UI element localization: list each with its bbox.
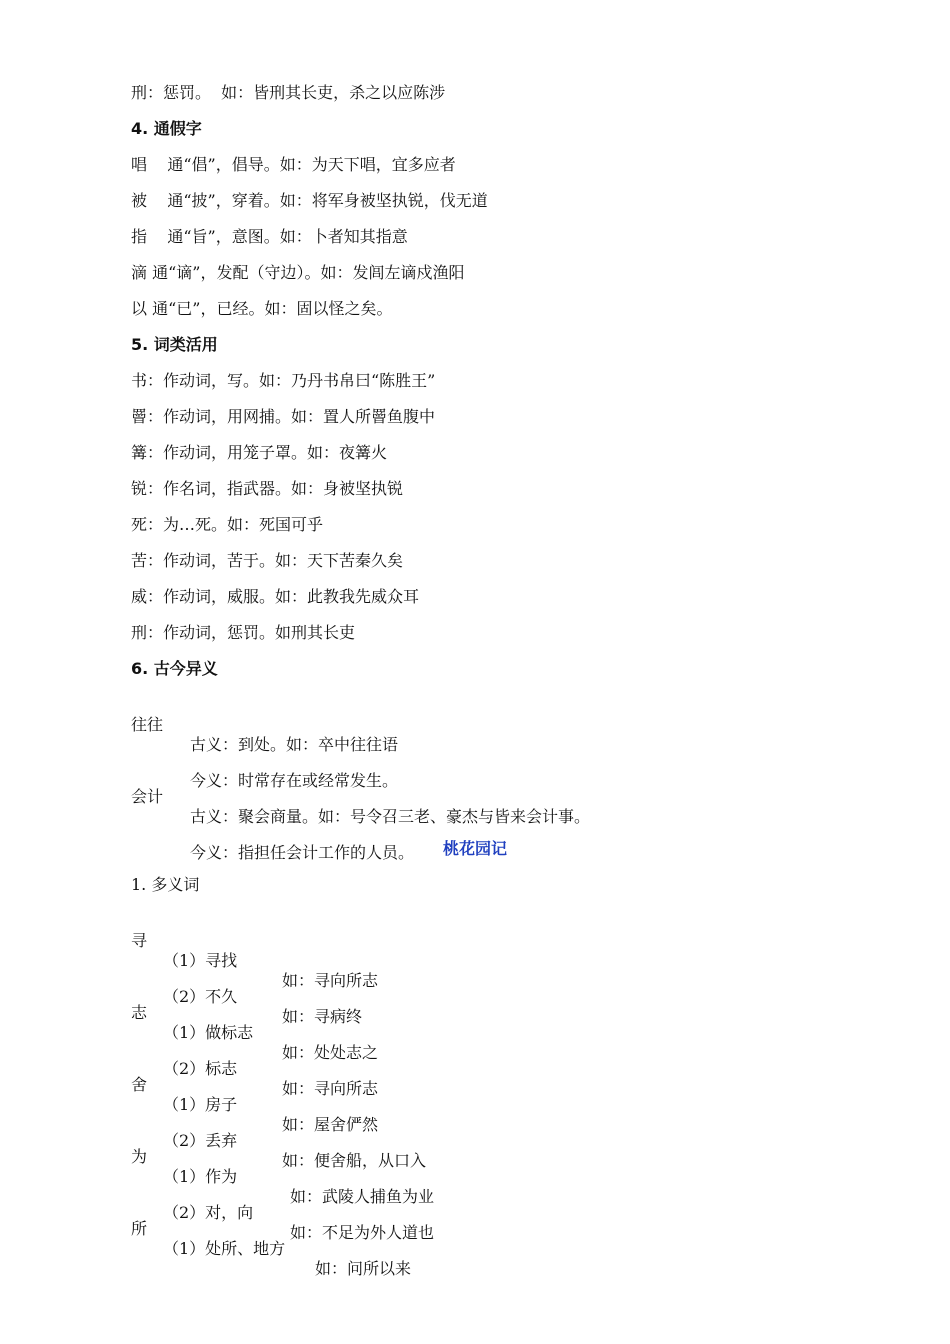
list-item: 被 通“披”，穿着。如：将军身被坚执锐，伐无道: [131, 191, 488, 210]
polysemy-example: 如：处处志之: [282, 1043, 379, 1062]
polysemy-example: 如：屋舍俨然: [282, 1115, 379, 1134]
list-item: 以 通“已”，已经。如：固以怪之矣。: [131, 299, 393, 318]
polysemy-sense: （2）对，向: [163, 1203, 254, 1222]
polysemy-word: 志: [131, 1003, 148, 1022]
polysemy-sense: （1）房子: [163, 1095, 238, 1114]
top-line: 刑：惩罚。 如：皆刑其长吏，杀之以应陈涉: [131, 83, 446, 102]
gujin-word: 会计: [131, 787, 164, 806]
list-item: 篝：作动词，用笼子罩。如：夜篝火: [131, 443, 388, 462]
polysemy-example: 如：便舍船，从口入: [282, 1151, 427, 1170]
polysemy-example: 如：寻向所志: [282, 1079, 379, 1098]
list-item: 苦：作动词，苦于。如：天下苦秦久矣: [131, 551, 404, 570]
list-item: 威：作动词，威服。如：此教我先威众耳: [131, 587, 420, 606]
polysemy-example: 如：不足为外人道也: [290, 1223, 435, 1242]
polysemy-word: 为: [131, 1147, 148, 1166]
gujin-meaning: 古义：聚会商量。如：号令召三老、豪杰与皆来会计事。: [190, 807, 591, 826]
gujin-meaning: 古义：到处。如：卒中往往语: [190, 735, 399, 754]
gujin-meaning: 今义：指担任会计工作的人员。: [190, 843, 415, 862]
gujin-word: 往往: [131, 715, 164, 734]
polysemy-example: 如：问所以来: [315, 1259, 412, 1278]
polysemy-word: 舍: [131, 1075, 148, 1094]
polysemy-sense: （1）作为: [163, 1167, 238, 1186]
list-item: 唱 通“倡”，倡导。如：为天下唱，宜多应者: [131, 155, 456, 174]
list-item: 滴 通“谪”，发配（守边）。如：发闾左谪戍渔阳: [131, 263, 465, 282]
list-item: 死：为…死。如：死国可乎: [131, 515, 324, 534]
list-item: 书：作动词，写。如：乃丹书帛曰“陈胜王”: [131, 371, 436, 390]
heading-gujinyiyi: 6. 古今异义: [131, 659, 218, 678]
polysemy-example: 如：寻向所志: [282, 971, 379, 990]
gujin-meaning: 今义：时常存在或经常发生。: [190, 771, 399, 790]
polysemy-sense: （1）寻找: [163, 951, 238, 970]
heading-tongjiazi: 4. 通假字: [131, 119, 202, 138]
polysemy-sense: （2）不久: [163, 987, 238, 1006]
list-item: 刑：作动词，惩罚。如刑其长吏: [131, 623, 356, 642]
polysemy-sense: （2）标志: [163, 1059, 238, 1078]
polysemy-word: 所: [131, 1219, 148, 1238]
list-item: 锐：作名词，指武器。如：身被坚执锐: [131, 479, 404, 498]
polysemy-example: 如：武陵人捕鱼为业: [290, 1187, 435, 1206]
list-item: 指 通“旨”，意图。如：卜者知其指意: [131, 227, 408, 246]
subheading-duoyici: 1. 多义词: [131, 875, 200, 894]
polysemy-row: [131, 911, 379, 990]
polysemy-sense: （1）做标志: [163, 1023, 254, 1042]
section-title-taohuayuanji: 桃花园记: [442, 839, 507, 858]
polysemy-word: 寻: [131, 931, 148, 950]
heading-cileihuoyong: 5. 词类活用: [131, 335, 218, 354]
polysemy-example: 如：寻病终: [282, 1007, 363, 1026]
list-item: 罾：作动词，用网捕。如：置人所罾鱼腹中: [131, 407, 436, 426]
polysemy-sense: （2）丢弃: [163, 1131, 238, 1150]
polysemy-sense: （1）处所、地方: [163, 1239, 286, 1258]
gujin-row: [131, 695, 399, 754]
